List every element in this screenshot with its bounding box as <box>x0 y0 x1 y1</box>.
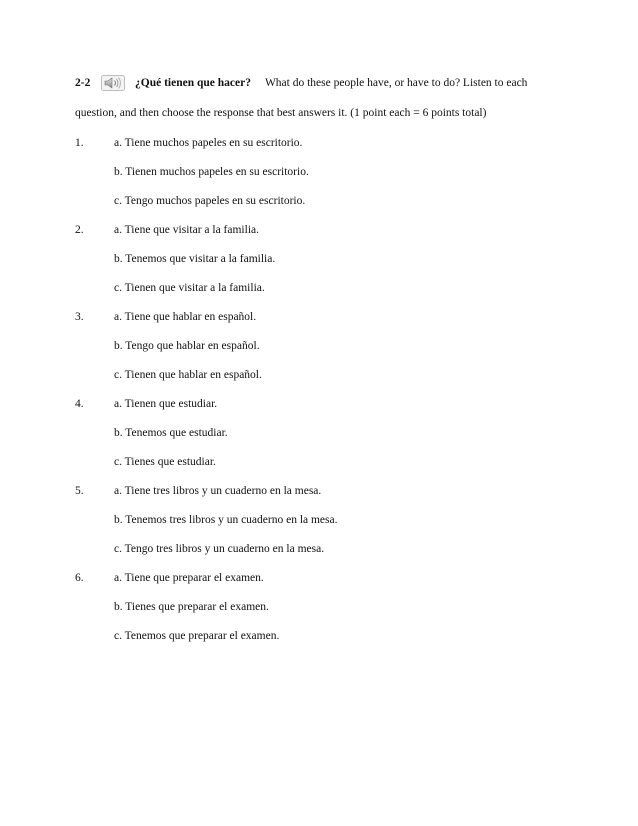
answer-option-a[interactable]: a. Tienen que estudiar. <box>114 398 218 410</box>
answer-option-a[interactable]: a. Tiene que visitar a la familia. <box>114 224 259 236</box>
answer-option-b[interactable]: b. Tenemos que estudiar. <box>114 427 228 439</box>
question-number: 1. <box>75 137 84 149</box>
exercise-title: ¿Qué tienen que hacer? <box>135 77 251 89</box>
answer-option-b[interactable]: b. Tienes que preparar el examen. <box>114 601 269 613</box>
exercise-number: 2-2 <box>75 77 91 89</box>
speaker-icon-graphic <box>101 75 125 91</box>
answer-option-c[interactable]: c. Tengo tres libros y un cuaderno en la mesa. <box>114 543 325 555</box>
answer-option-a[interactable]: a. Tiene que preparar el examen. <box>114 572 264 584</box>
exercise-header <box>75 75 527 91</box>
answer-option-a[interactable]: a. Tiene que hablar en español. <box>114 311 257 323</box>
answer-option-c[interactable]: c. Tenemos que preparar el examen. <box>114 630 280 642</box>
question-number: 6. <box>75 572 84 584</box>
answer-option-c[interactable]: c. Tienen que visitar a la familia. <box>114 282 265 294</box>
question-number: 3. <box>75 311 84 323</box>
answer-option-b[interactable]: b. Tienen muchos papeles en su escritorio. <box>114 166 309 178</box>
answer-option-c[interactable]: c. Tengo muchos papeles en su escritorio. <box>114 195 306 207</box>
question-number: 5. <box>75 485 84 497</box>
answer-option-a[interactable]: a. Tiene muchos papeles en su escritorio. <box>114 137 303 149</box>
answer-option-b[interactable]: b. Tengo que hablar en español. <box>114 340 260 352</box>
answer-option-b[interactable]: b. Tenemos que visitar a la familia. <box>114 253 276 265</box>
answer-option-c[interactable]: c. Tienes que estudiar. <box>114 456 216 468</box>
answer-option-a[interactable]: a. Tiene tres libros y un cuaderno en la mesa. <box>114 485 322 497</box>
answer-option-b[interactable]: b. Tenemos tres libros y un cuaderno en la mesa. <box>114 514 338 526</box>
speaker-icon[interactable] <box>101 75 125 91</box>
instructions-line-2: question, and then choose the response that best answers it. (1 point each = 6 points total) <box>75 107 487 119</box>
instructions-line-1: What do these people have, or have to do? Listen to each <box>264 77 528 89</box>
question-number: 2. <box>75 224 84 236</box>
answer-option-c[interactable]: c. Tienen que hablar en español. <box>114 369 262 381</box>
question-number: 4. <box>75 398 84 410</box>
